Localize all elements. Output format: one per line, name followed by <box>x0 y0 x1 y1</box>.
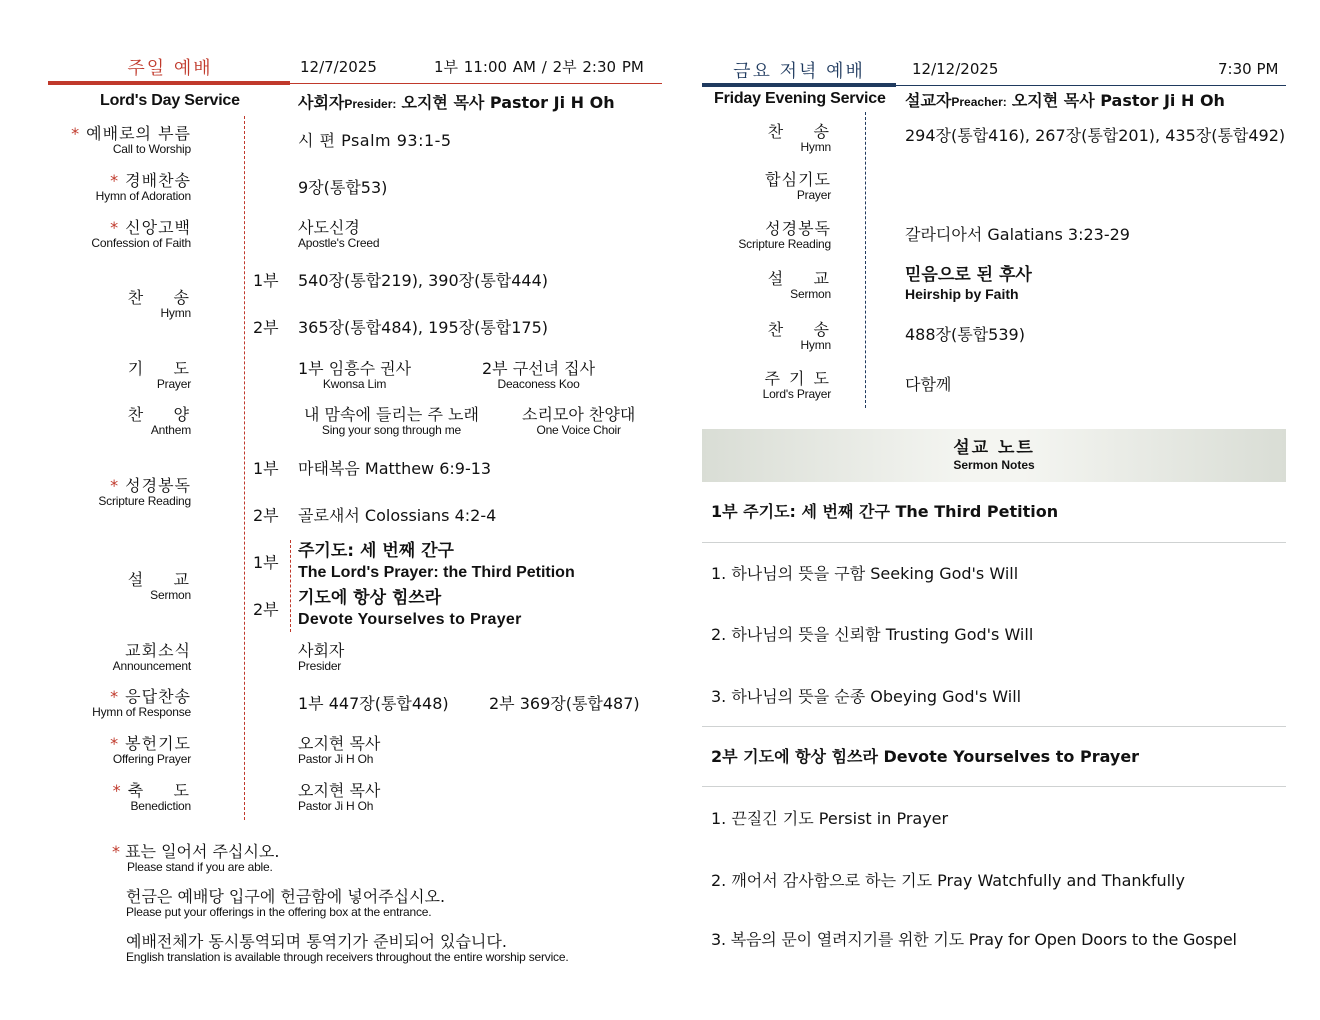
footer-translation-note: 예배전체가 동시통역되며 통역기가 준비되어 있습니다. English translation is available through receivers throughout the entire worship service. <box>126 932 569 964</box>
friday-label-hymn: 찬 송 Hymn <box>767 122 831 154</box>
stand-marker: * <box>71 124 81 143</box>
sunday-header-rule-thin <box>290 83 662 84</box>
sunday-divider <box>244 116 245 820</box>
notes-rule <box>702 786 1286 787</box>
sermon-notes-banner <box>702 429 1286 482</box>
sunday-header-rule-thick <box>48 81 290 85</box>
label-anthem: 찬 양 Anthem <box>127 405 191 437</box>
stand-marker: * <box>110 734 120 753</box>
sunday-title: 주일 예배 <box>127 58 213 79</box>
value-scripture-part1: 마태복음 Matthew 6:9-13 <box>298 459 492 478</box>
hymn-part1: 1부 <box>253 271 279 290</box>
notes-rule <box>702 726 1286 727</box>
scripture-part2: 2부 <box>253 506 279 525</box>
sermon-part1: 1부 <box>253 553 279 572</box>
sunday-service-name: Lord's Day Service <box>100 92 240 109</box>
value-benediction: 오지현 목사 Pastor Ji H Oh <box>298 781 381 813</box>
value-sermon-part2: 기도에 항상 힘쓰라 Devote Yourselves to Prayer <box>298 588 522 628</box>
label-benediction: * 축 도 Benediction <box>112 781 191 813</box>
presider-label-en: Presider: <box>344 97 397 111</box>
sermon-notes-title: 설교 노트 <box>953 438 1035 458</box>
friday-value-hymn: 294장(통합416), 267장(통합201), 435장(통합492) <box>905 126 1286 145</box>
value-call-to-worship: 시 편 Psalm 93:1-5 <box>298 131 452 150</box>
preacher-label-en: Preacher: <box>951 95 1007 109</box>
label-confession-of-faith: * 신앙고백 Confession of Faith <box>91 218 191 250</box>
scripture-part1: 1부 <box>253 459 279 478</box>
value-prayer-part2: 2부 구선녀 집사 Deaconess Koo <box>482 359 596 391</box>
label-sermon: 설 교 Sermon <box>127 570 191 602</box>
friday-title: 금요 저녁 예배 <box>733 61 865 82</box>
sunday-presider <box>298 90 615 113</box>
stand-marker: * <box>110 171 120 190</box>
notes-section1-point: 2. 하나님의 뜻을 신뢰함 Trusting God's Will <box>711 625 1034 644</box>
friday-label-hymn2: 찬 송 Hymn <box>767 320 831 352</box>
value-anthem-title: 내 맘속에 들리는 주 노래 Sing your song through me <box>304 405 479 437</box>
value-sermon-part1: 주기도: 세 번째 간구 The Lord's Prayer: the Third Petition <box>298 541 575 581</box>
value-confession-of-faith: 사도신경 Apostle's Creed <box>298 218 380 250</box>
friday-header-rule-thick <box>702 83 896 87</box>
notes-section1-title: 1부 주기도: 세 번째 간구 The Third Petition <box>711 502 1059 521</box>
label-hymn-of-adoration: * 경배찬송 Hymn of Adoration <box>95 171 191 203</box>
sermon-notes-title-en: Sermon Notes <box>953 458 1035 472</box>
friday-header-rule-thin <box>896 85 1286 86</box>
notes-section1-point: 1. 하나님의 뜻을 구함 Seeking God's Will <box>711 564 1019 583</box>
footer-offering-note: 헌금은 예배당 입구에 헌금함에 넣어주십시오. Please put your offerings in the offering box at the entrance. <box>126 887 446 919</box>
stand-marker: * <box>110 476 120 495</box>
value-response-part2: 2부 369장(통합487) <box>489 694 640 713</box>
value-hymn-part1: 540장(통합219), 390장(통합444) <box>298 271 549 290</box>
sunday-date: 12/7/2025 <box>300 58 377 76</box>
label-hymn: 찬 송 Hymn <box>127 288 191 320</box>
value-announcement: 사회자 Presider <box>298 641 345 673</box>
preacher-name: 오지현 목사 Pastor Ji H Oh <box>1011 91 1225 110</box>
stand-marker: * <box>112 842 120 861</box>
stand-marker: * <box>112 781 122 800</box>
value-hymn-of-adoration: 9장(통합53) <box>298 178 388 197</box>
friday-label-lords-prayer: 주 기 도 Lord's Prayer <box>762 369 831 401</box>
label-scripture-reading: * 성경봉독 Scripture Reading <box>98 476 191 508</box>
label-offering-prayer: * 봉헌기도 Offering Prayer <box>110 734 191 766</box>
friday-value-scripture: 갈라디아서 Galatians 3:23-29 <box>905 225 1130 244</box>
value-offering-prayer: 오지현 목사 Pastor Ji H Oh <box>298 734 381 766</box>
label-hymn-of-response: * 응답찬송 Hymn of Response <box>92 687 191 719</box>
notes-section1-point: 3. 하나님의 뜻을 순종 Obeying God's Will <box>711 687 1022 706</box>
preacher-label: 설교자 <box>905 91 952 110</box>
value-anthem-choir: 소리모아 찬양대 One Voice Choir <box>522 405 636 437</box>
notes-rule <box>702 542 1286 543</box>
presider-label: 사회자 <box>298 93 345 112</box>
friday-label-unison-prayer: 합심기도 Prayer <box>765 170 831 202</box>
notes-section2-point: 2. 깨어서 감사함으로 하는 기도 Pray Watchfully and Thankfully <box>711 871 1185 890</box>
presider-name: 오지현 목사 Pastor Ji H Oh <box>401 93 615 112</box>
friday-date: 12/12/2025 <box>912 60 999 78</box>
value-response-part1: 1부 447장(통합448) <box>298 694 449 713</box>
label-announcement: 교회소식 Announcement <box>112 641 191 673</box>
friday-service-name: Friday Evening Service <box>714 90 886 107</box>
sermon-part2: 2부 <box>253 600 279 619</box>
friday-value-hymn2: 488장(통합539) <box>905 325 1025 344</box>
friday-preacher <box>905 88 1225 111</box>
stand-marker: * <box>110 218 120 237</box>
value-hymn-part2: 365장(통합484), 195장(통합175) <box>298 318 549 337</box>
notes-section2-point: 3. 복음의 문이 열려지기를 위한 기도 Pray for Open Doors to the Gospel <box>711 930 1237 949</box>
friday-label-scripture: 성경봉독 Scripture Reading <box>738 219 831 251</box>
friday-value-sermon: 믿음으로 된 후사 Heirship by Faith <box>905 265 1032 302</box>
notes-section2-point: 1. 끈질긴 기도 Persist in Prayer <box>711 809 949 828</box>
hymn-part2: 2부 <box>253 318 279 337</box>
friday-divider <box>865 112 866 408</box>
stand-marker: * <box>110 687 120 706</box>
value-prayer-part1: 1부 임흥수 권사 Kwonsa Lim <box>298 359 412 391</box>
friday-label-sermon: 설 교 Sermon <box>767 269 831 301</box>
footer-stand-note: * 표는 일어서 주십시오. Please stand if you are able. <box>112 842 280 874</box>
sunday-times: 1부 11:00 AM / 2부 2:30 PM <box>434 58 644 76</box>
label-prayer: 기 도 Prayer <box>127 359 191 391</box>
sermon-bracket <box>290 540 291 632</box>
notes-section2-title: 2부 기도에 항상 힘쓰라 Devote Yourselves to Prayer <box>711 747 1140 766</box>
label-call-to-worship: * 예배로의 부름 Call to Worship <box>71 124 191 156</box>
friday-value-lords-prayer: 다함께 <box>905 375 952 394</box>
value-scripture-part2: 골로새서 Colossians 4:2-4 <box>298 506 497 525</box>
friday-time: 7:30 PM <box>1218 60 1279 78</box>
